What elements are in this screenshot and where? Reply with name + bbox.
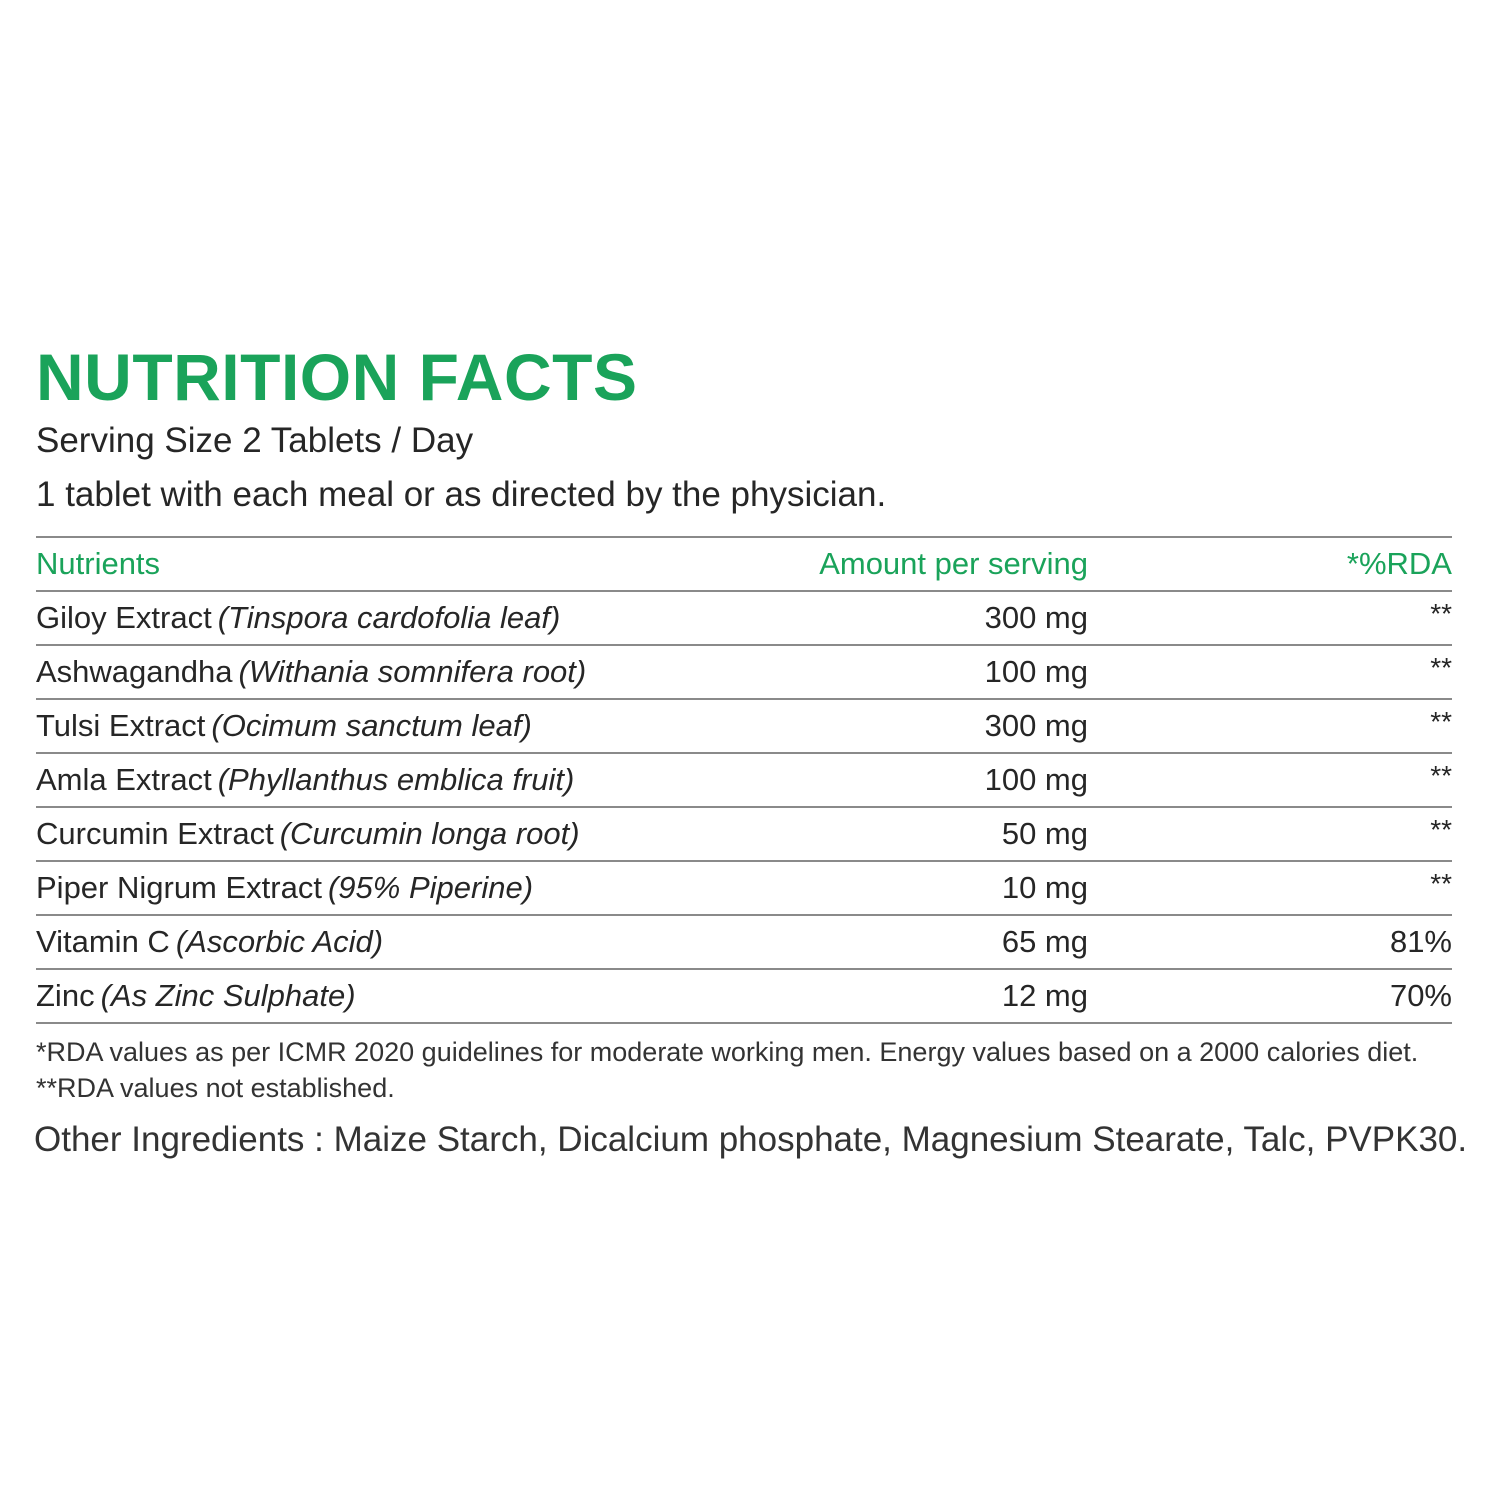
amount-cell: 100 mg: [984, 762, 1088, 797]
amount-cell: 50 mg: [1001, 816, 1088, 851]
table-row: [36, 700, 1452, 754]
nutrient-cell: [36, 654, 796, 690]
amount-cell: 300 mg: [984, 708, 1088, 743]
nutrition-facts-panel: [34, 340, 1468, 1162]
nutrient-cell: [36, 924, 796, 960]
nutrient-name: Vitamin C: [36, 924, 170, 959]
footnotes: [36, 1034, 1452, 1106]
rda-cell: **: [1430, 814, 1452, 845]
rda-cell: 81%: [1389, 924, 1452, 959]
table-row: [36, 862, 1452, 916]
nutrient-name: Zinc: [36, 978, 95, 1013]
amount-cell: 65 mg: [1001, 924, 1088, 959]
nutrient-name: Amla Extract: [36, 762, 212, 797]
table-row: [36, 646, 1452, 700]
nutrient-source: (Ascorbic Acid): [175, 924, 384, 959]
nutrient-source: (Curcumin longa root): [279, 816, 580, 851]
header-nutrients: Nutrients: [36, 546, 161, 581]
nutrient-name: Curcumin Extract: [36, 816, 274, 851]
nutrient-source: (Phyllanthus emblica fruit): [217, 762, 575, 797]
not-established-footnote: **RDA values not established.: [36, 1073, 395, 1103]
amount-cell: 100 mg: [984, 654, 1088, 689]
directions: 1 tablet with each meal or as directed by the physician.: [36, 475, 887, 514]
nutrient-cell: [36, 816, 796, 852]
nutrient-name: Tulsi Extract: [36, 708, 206, 743]
table-header-row: [36, 538, 1452, 592]
table-row: [36, 754, 1452, 808]
nutrient-cell: [36, 600, 796, 636]
table-row: [36, 970, 1452, 1024]
nutrient-source: (95% Piperine): [327, 870, 534, 905]
table-row: [36, 916, 1452, 970]
header-amount: Amount per serving: [819, 546, 1088, 581]
amount-cell: 10 mg: [1001, 870, 1088, 905]
amount-cell: 300 mg: [984, 600, 1088, 635]
nutrient-name: Ashwagandha: [36, 654, 233, 689]
rda-cell: **: [1430, 760, 1452, 791]
nutrient-cell: [36, 978, 796, 1014]
page-title: NUTRITION FACTS: [36, 340, 638, 414]
table-row: [36, 808, 1452, 862]
serving-size: Serving Size 2 Tablets / Day: [36, 421, 474, 460]
other-ingredients: Other Ingredients : Maize Starch, Dicalcium phosphate, Magnesium Stearate, Talc, PVPK30.: [34, 1120, 1468, 1159]
rda-cell: **: [1430, 652, 1452, 683]
rda-footnote: *RDA values as per ICMR 2020 guidelines for moderate working men. Energy values based on a 2000 calories diet.: [36, 1037, 1419, 1067]
rda-cell: **: [1430, 706, 1452, 737]
nutrient-cell: [36, 870, 796, 906]
nutrient-name: Piper Nigrum Extract: [36, 870, 322, 905]
amount-cell: 12 mg: [1001, 978, 1088, 1013]
header-rda: *%RDA: [1346, 546, 1452, 581]
nutrient-cell: [36, 708, 796, 744]
rda-cell: **: [1430, 868, 1452, 899]
rda-cell: **: [1430, 598, 1452, 629]
nutrient-source: (Withania somnifera root): [238, 654, 587, 689]
rda-cell: 70%: [1389, 978, 1452, 1013]
nutrient-source: (Tinspora cardofolia leaf): [217, 600, 561, 635]
nutrient-name: Giloy Extract: [36, 600, 212, 635]
nutrient-source: (Ocimum sanctum leaf): [211, 708, 532, 743]
nutrition-table: [36, 536, 1452, 1024]
table-row: [36, 592, 1452, 646]
nutrient-source: (As Zinc Sulphate): [100, 978, 356, 1013]
nutrient-cell: [36, 762, 796, 798]
